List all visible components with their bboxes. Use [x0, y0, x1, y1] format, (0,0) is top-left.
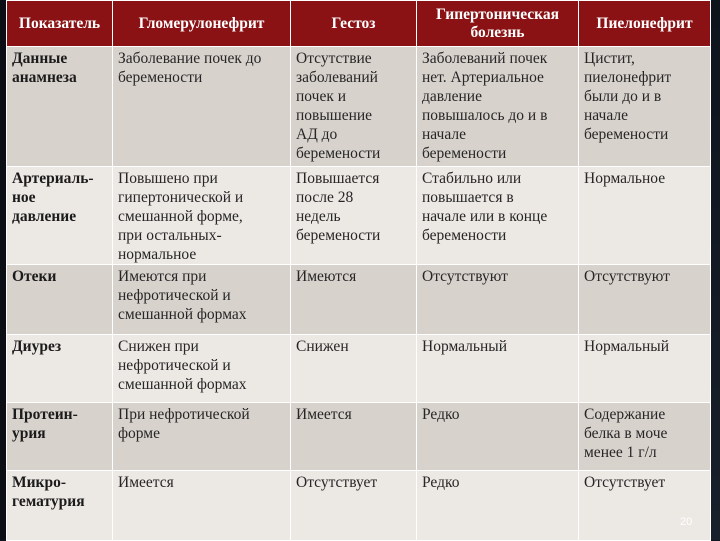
table-cell: Редко	[417, 403, 579, 471]
row-label: Протеин- урия	[7, 403, 113, 471]
table-row	[7, 265, 711, 335]
table-cell: Имеется	[291, 403, 417, 471]
table-cell: Отсутствует	[291, 471, 417, 541]
table-cell: Отсутствует	[579, 471, 711, 541]
table-cell: Имеются	[291, 265, 417, 335]
table-cell: Снижен	[291, 335, 417, 403]
table-row	[7, 167, 711, 265]
table-cell: Заболеваний почек нет. Артериальное давление повышалось до и в начале беремености	[417, 47, 579, 167]
table-cell: Содержание белка в моче менее 1 г/л	[579, 403, 711, 471]
row-label: Отеки	[7, 265, 113, 335]
table-cell: Стабильно или повышается в начале или в конце беремености	[417, 167, 579, 265]
table-row	[7, 471, 711, 541]
table-cell: Отсутствуют	[417, 265, 579, 335]
header-indicator: Показатель	[7, 1, 113, 47]
table-cell: Цистит, пиелонефрит были до и в начале беремености	[579, 47, 711, 167]
header-pyelonephritis: Пиелонефрит	[579, 1, 711, 47]
table-cell: Отсутствие заболеваний почек и повышение АД до беремености	[291, 47, 417, 167]
table-cell: Нормальный	[417, 335, 579, 403]
table-cell: Снижен при нефротической и смешанной формах	[113, 335, 291, 403]
row-label: Данные анамнеза	[7, 47, 113, 167]
comparison-table	[6, 0, 711, 541]
page-number: 20	[680, 516, 693, 528]
header-gestosis: Гестоз	[291, 1, 417, 47]
table-cell: Нормальное	[579, 167, 711, 265]
header-hypertension: Гипертоническая болезнь	[417, 1, 579, 47]
table-cell: Отсутствуют	[579, 265, 711, 335]
row-label: Микро- гематурия	[7, 471, 113, 541]
table-cell: Имеются при нефротической и смешанной формах	[113, 265, 291, 335]
table-cell: При нефротической форме	[113, 403, 291, 471]
row-label: Артериаль- ное давление	[7, 167, 113, 265]
table-header-row	[7, 1, 711, 47]
slide-right-edge	[710, 0, 720, 540]
table-row	[7, 335, 711, 403]
table-cell: Повышается после 28 недель беремености	[291, 167, 417, 265]
table-cell: Заболевание почек до беремености	[113, 47, 291, 167]
table-row	[7, 403, 711, 471]
header-glomerulonephritis: Гломерулонефрит	[113, 1, 291, 47]
table-row	[7, 47, 711, 167]
row-label: Диурез	[7, 335, 113, 403]
table-cell: Редко	[417, 471, 579, 541]
table-cell: Нормальный	[579, 335, 711, 403]
table-cell: Повышено при гипертонической и смешанной форме, при остальных- нормальное	[113, 167, 291, 265]
table-cell: Имеется	[113, 471, 291, 541]
